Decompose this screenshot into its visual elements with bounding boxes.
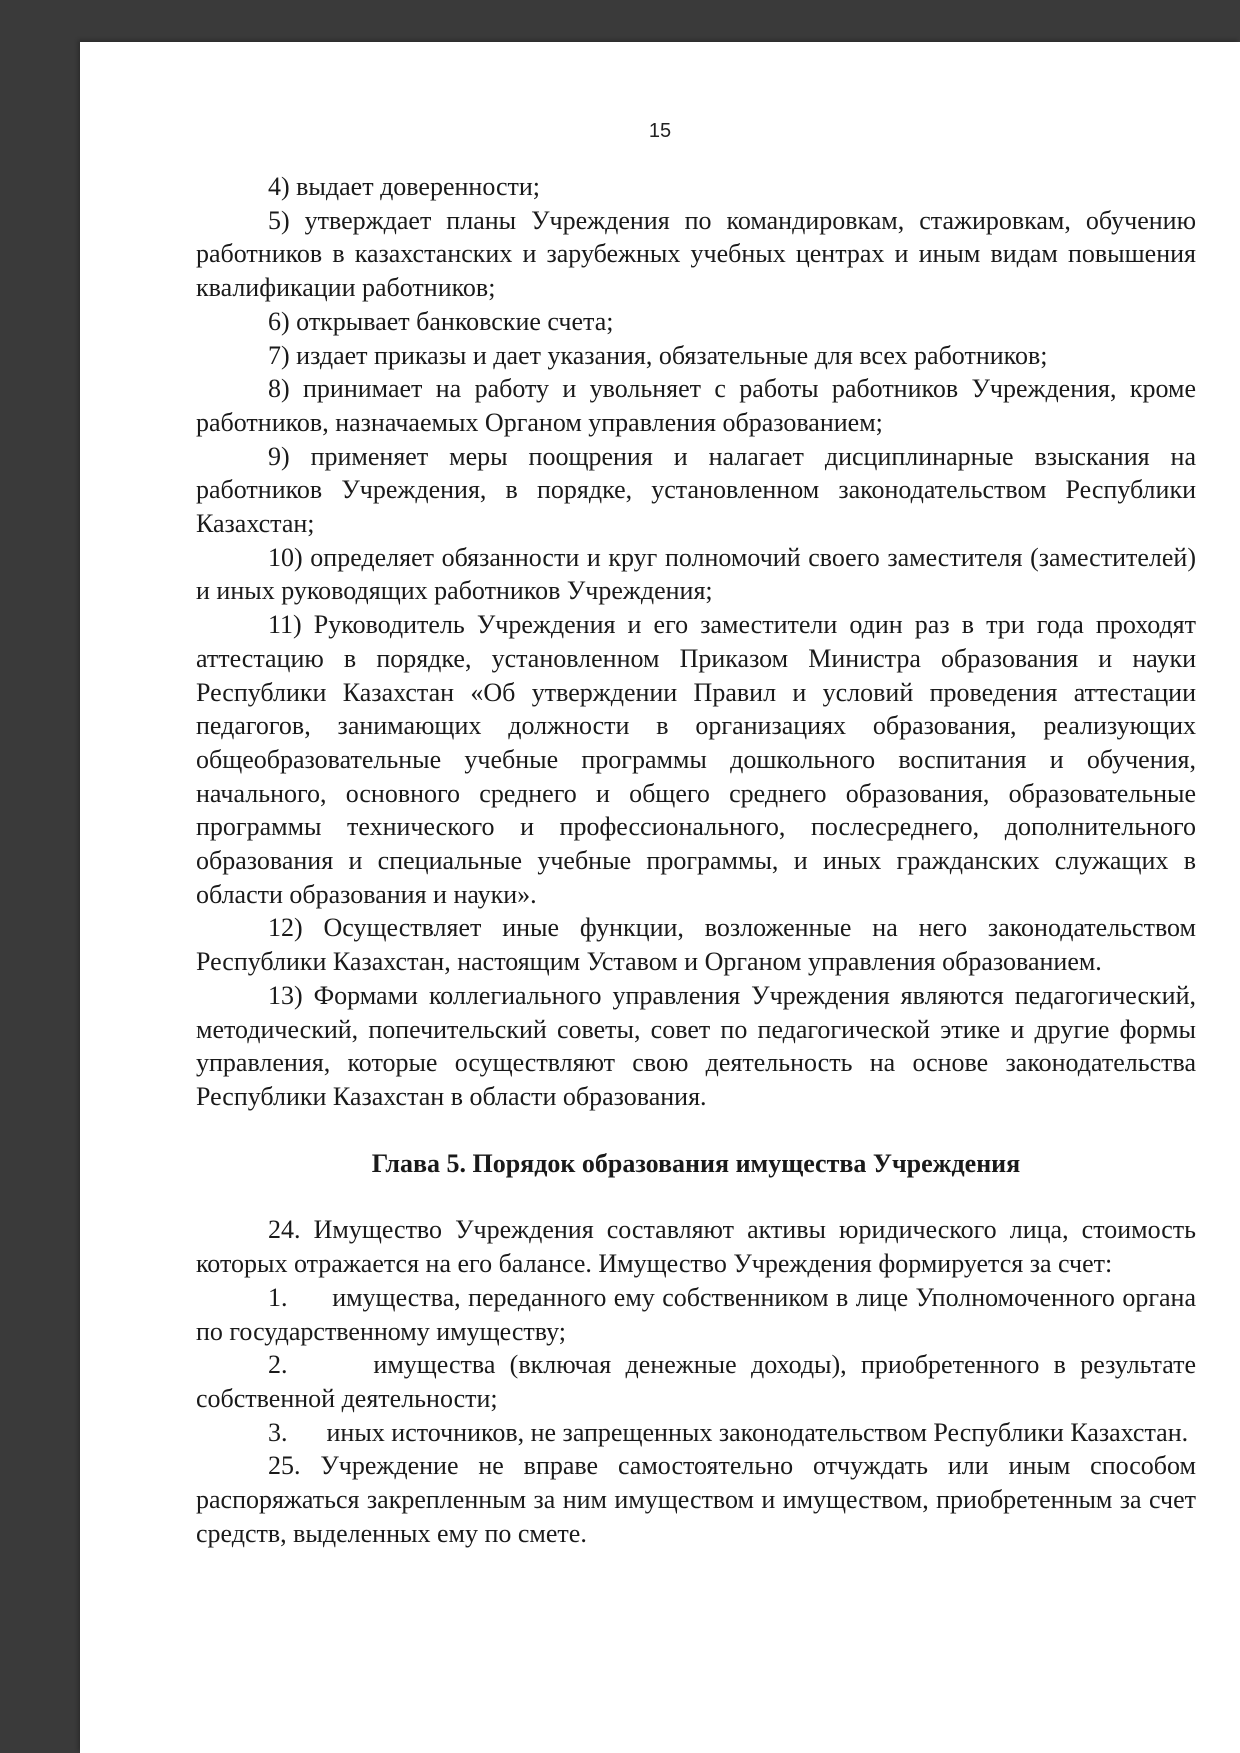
paragraph: 10) определяет обязанности и круг полномочий своего заместителя (заместителей) и иных руководящих работников Учреждения; (196, 542, 1196, 606)
list-item: 1. имущества, переданного ему собственником в лице Уполномоченного органа по государственному имуществу; (196, 1282, 1203, 1346)
chapter-title: Глава 5. Порядок образования имущества Учреждения (371, 1148, 1021, 1178)
paragraph: 11) Руководитель Учреждения и его заместители один раз в три года проходят аттестацию в порядке, установленном Приказом Министра образования и науки Республики Казахстан «Об утверждении Правил и условий проведения аттестации педагогов, занимающих должности в организациях образования, реализующих общеобразовательные учебные программы дошкольного воспитания и обучения, начального, основного среднего и общего среднего образования, образовательные программы технического и профессионального, послесреднего, дополнительного образования и специальные учебные программы, и иных гражданских служащих в области образования и науки». (196, 610, 1196, 909)
paragraph: 13) Формами коллегиального управления Учреждения являются педагогический, методический, попечительский советы, совет по педагогической этике и другие формы управления, которые осуществляют свою деятельность на основе законодательства Республики Казахстан в области образования. (196, 980, 1196, 1111)
list-item: 3. иных источников, не запрещенных законодательством Республики Казахстан. (268, 1417, 1189, 1447)
paragraph: 12) Осуществляет иные функции, возложенные на него законодательством Республики Казахстан, настоящим Уставом и Органом управления образованием. (196, 913, 1196, 977)
document-body (196, 170, 1203, 1550)
paragraph: 8) принимает на работу и увольняет с работы работников Учреждения, кроме работников, назначаемых Органом управления образованием; (196, 374, 1196, 437)
paragraph: 25. Учреждение не вправе самостоятельно отчуждать или иным способом распоряжаться закрепленным за ним имуществом и имуществом, приобретенным за счет средств, выделенных ему по смете. (196, 1451, 1196, 1548)
document-page (80, 42, 1240, 1753)
paragraph: 4) выдает доверенности; (268, 172, 541, 201)
paragraph: 6) открывает банковские счета; (268, 306, 614, 336)
page-number: 15 (648, 120, 672, 142)
paragraph: 24. Имущество Учреждения составляют активы юридического лица, стоимость которых отражается на его балансе. Имущество Учреждения формируется за счет: (196, 1215, 1196, 1279)
list-item: 2. имущества (включая денежные доходы), приобретенного в результате собственной деятельности; (196, 1350, 1203, 1413)
paragraph: 7) издает приказы и дает указания, обязательные для всех работников; (268, 340, 1048, 370)
paragraph: 9) применяет меры поощрения и налагает дисциплинарные взыскания на работников Учреждения, в порядке, установленном законодательством Республики Казахстан; (196, 441, 1196, 539)
paragraph: 5) утверждает планы Учреждения по командировкам, стажировкам, обучению работников в казахстанских и зарубежных учебных центрах и иным видам повышения квалификации работников; (196, 205, 1196, 303)
